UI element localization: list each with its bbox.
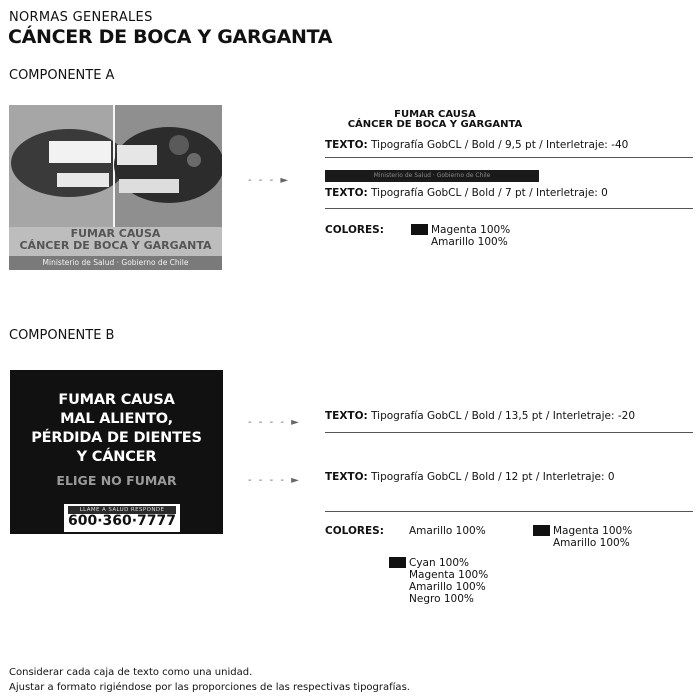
arrow-right-icon: - - - - ► xyxy=(248,475,301,486)
colores-b3-line1: Cyan 100% xyxy=(409,557,469,569)
color-swatch xyxy=(533,525,550,536)
warning-line1: FUMAR CAUSA xyxy=(58,392,175,408)
warning-line2: MAL ALIENTO, xyxy=(60,411,173,427)
warning-box-title xyxy=(10,391,223,467)
phone-badge-caption: LLAME A SALUD RESPONDE xyxy=(68,506,176,514)
warning-line4: Y CÁNCER xyxy=(76,449,157,465)
mouth-cancer-photo xyxy=(9,105,222,270)
colores-b3-line4: Negro 100% xyxy=(409,593,474,605)
divider xyxy=(325,432,693,433)
photo-caption xyxy=(9,228,222,252)
colores-a-label: COLORES: xyxy=(325,224,384,236)
colores-b3-line3: Amarillo 100% xyxy=(409,581,486,593)
texto-label: TEXTO: xyxy=(325,139,368,151)
spec-a-texto-2 xyxy=(325,187,608,199)
document-title: CÁNCER DE BOCA Y GARGANTA xyxy=(8,26,333,48)
arrow-right-icon: - - - ► xyxy=(248,175,291,186)
texto-label: TEXTO: xyxy=(325,187,368,199)
warning-box xyxy=(10,370,223,534)
colores-b2-line1: Magenta 100% xyxy=(553,525,633,537)
spec-b-texto-2 xyxy=(325,471,615,483)
spec-heading-line1: FUMAR CAUSA xyxy=(394,109,476,120)
colores-a-line1: Magenta 100% xyxy=(431,224,511,236)
texto-value: Tipografía GobCL / Bold / 13,5 pt / Interletraje: -20 xyxy=(371,410,636,422)
colores-b-group2 xyxy=(553,525,632,549)
spec-heading xyxy=(340,110,530,130)
texto-label: TEXTO: xyxy=(325,410,368,422)
spec-a-texto-1 xyxy=(325,139,628,151)
divider xyxy=(325,157,693,158)
color-swatch xyxy=(411,224,428,235)
spec-heading-line2: CÁNCER DE BOCA Y GARGANTA xyxy=(347,119,523,130)
colores-a-list xyxy=(431,224,510,248)
phone-number: 600·360·7777 xyxy=(67,513,177,529)
texto-value: Tipografía GobCL / Bold / 12 pt / Interletraje: 0 xyxy=(371,471,615,483)
colores-b-label: COLORES: xyxy=(325,525,384,537)
divider xyxy=(325,208,693,209)
document-subtitle: NORMAS GENERALES xyxy=(9,10,153,25)
colores-b3-line2: Magenta 100% xyxy=(409,569,489,581)
photo-caption-line2: CÁNCER DE BOCA Y GARGANTA xyxy=(19,239,212,252)
elige-no-fumar: ELIGE NO FUMAR xyxy=(56,473,177,488)
spec-b-texto-1 xyxy=(325,410,635,422)
texto-value: Tipografía GobCL / Bold / 9,5 pt / Interletraje: -40 xyxy=(371,139,629,151)
componente-a-label: COMPONENTE A xyxy=(9,68,115,83)
texto-value: Tipografía GobCL / Bold / 7 pt / Interletraje: 0 xyxy=(371,187,608,199)
componente-b-label: COMPONENTE B xyxy=(9,328,115,343)
warning-line3: PÉRDIDA DE DIENTES xyxy=(31,430,202,446)
mouth-photo-image xyxy=(9,105,222,227)
color-swatch xyxy=(389,557,406,568)
photo-footer-bar: Ministerio de Salud · Gobierno de Chile xyxy=(9,256,222,270)
divider xyxy=(325,511,693,512)
ministerio-bar: Ministerio de Salud · Gobierno de Chile xyxy=(325,170,539,182)
colores-b2-line2: Amarillo 100% xyxy=(553,537,630,549)
colores-a-line2: Amarillo 100% xyxy=(431,236,508,248)
footer-note-1: Considerar cada caja de texto como una unidad. xyxy=(9,667,253,678)
colores-b-group3 xyxy=(409,557,488,605)
photo-caption-line1: FUMAR CAUSA xyxy=(70,227,161,240)
texto-label: TEXTO: xyxy=(325,471,368,483)
colores-b-amarillo: Amarillo 100% xyxy=(409,525,486,537)
phone-badge xyxy=(64,504,180,532)
footer-note-2: Ajustar a formato rigiéndose por las proporciones de las respectivas tipografías. xyxy=(9,682,410,693)
arrow-right-icon: - - - - ► xyxy=(248,417,301,428)
